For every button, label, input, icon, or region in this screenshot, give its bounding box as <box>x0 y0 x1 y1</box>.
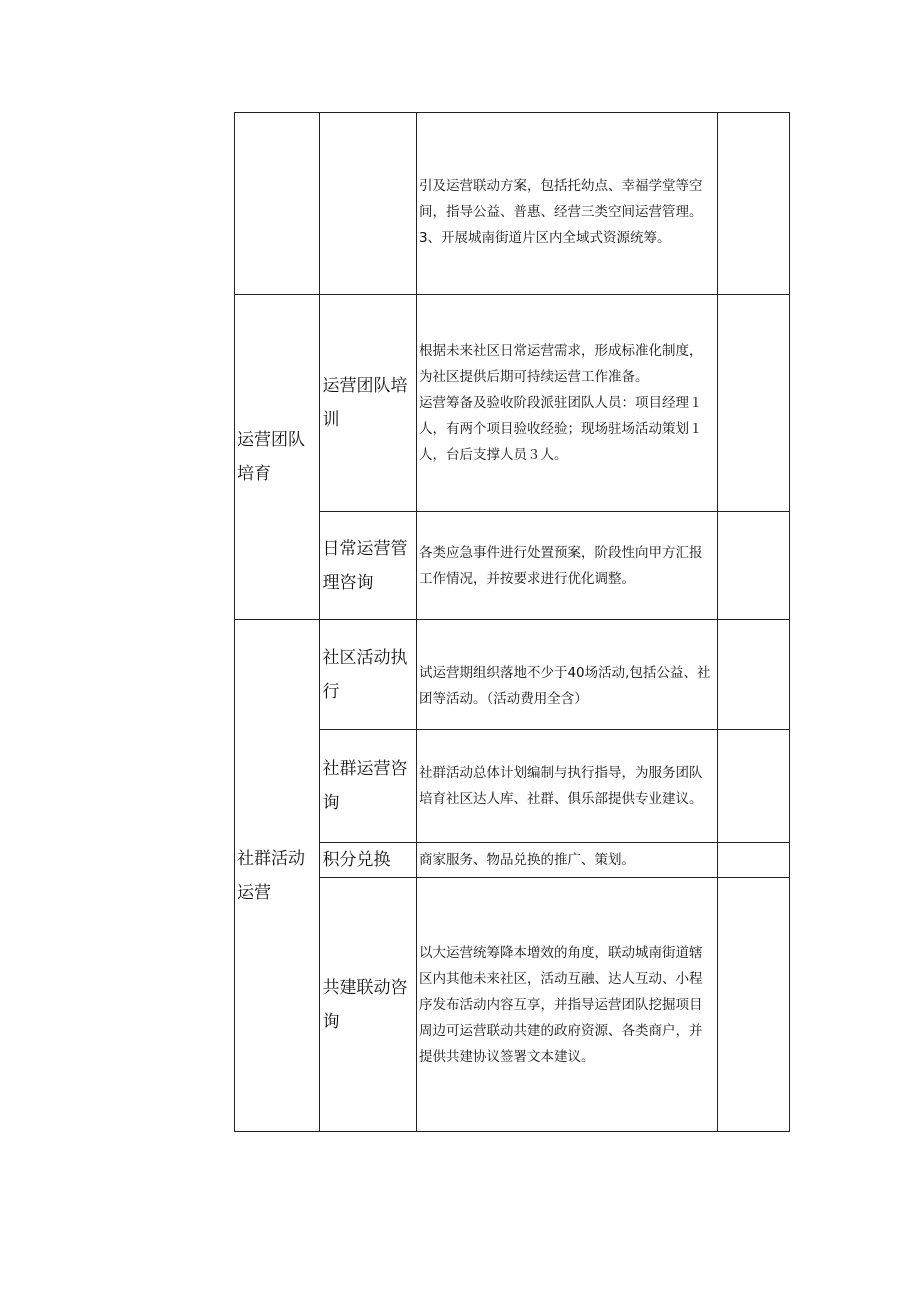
category-cell <box>235 113 320 295</box>
item-label: 社群运营咨询 <box>322 759 408 813</box>
content-text <box>417 638 717 712</box>
content-text <box>417 540 717 592</box>
content-cell <box>416 295 717 512</box>
note-cell <box>717 113 789 295</box>
table-row <box>235 113 790 295</box>
content-text <box>417 940 717 1070</box>
item-label: 共建联动咨询 <box>322 977 408 1032</box>
note-cell <box>717 512 789 620</box>
item-cell <box>320 113 417 295</box>
note-cell <box>717 620 789 730</box>
content-cell <box>416 730 717 843</box>
service-content-table <box>234 112 790 1132</box>
note-text <box>718 196 789 212</box>
content-text <box>417 338 717 468</box>
item-cell <box>320 843 417 878</box>
category-label: 运营团队培育 <box>237 430 305 484</box>
item-cell <box>320 878 417 1132</box>
note-cell <box>717 878 789 1132</box>
note-cell <box>717 295 789 512</box>
content-cell <box>416 620 717 730</box>
item-label: 日常运营管理咨询 <box>322 538 408 593</box>
note-cell <box>717 730 789 843</box>
item-cell <box>320 620 417 730</box>
category-label: 社群活动运营 <box>237 848 305 903</box>
content-paragraph: 3、开展城南街道片区内全域式资源统筹。 <box>418 229 671 246</box>
content-cell <box>416 512 717 620</box>
content-text <box>417 760 717 812</box>
content-paragraph: 引及运营联动方案，包括托幼点、幸福学堂等空间，指导公益、普惠、经营三类空间运营管理。 <box>418 177 703 220</box>
item-label: 运营团队培训 <box>322 376 408 430</box>
content-text <box>417 157 717 251</box>
item-cell <box>320 295 417 512</box>
table-row <box>235 620 790 730</box>
content-paragraph: 各类应急事件进行处置预案，阶段性向甲方汇报工作情况，并按要求进行优化调整。 <box>418 544 703 587</box>
item-cell <box>320 512 417 620</box>
category-cell <box>235 620 320 1132</box>
table-row <box>235 295 790 512</box>
note-cell <box>717 843 789 878</box>
content-cell <box>416 113 717 295</box>
content-cell <box>416 843 717 878</box>
content-paragraph: 以大运营统筹降本增效的角度，联动城南街道辖区内其他未来社区，活动互融、达人互动、小程序发布活动内容互享，并指导运营团队挖掘项目周边可运营联动共建的政府资源、各类商户，并提供共建协议签署文本建议。 <box>418 944 703 1065</box>
item-label: 社区活动执行 <box>322 647 408 702</box>
content-paragraph: 商家服务、物品兑换的推广、策划。 <box>418 852 635 868</box>
item-label: 积分兑换 <box>322 850 391 870</box>
content-paragraph: 根据未来社区日常运营需求，形成标准化制度，为社区提供后期可持续运营工作准备。 <box>418 343 703 385</box>
content-text <box>417 847 717 873</box>
content-paragraph: 运营筹备及验收阶段派驻团队人员：项目经理１人，有两个项目验收经验；现场驻场活动策划１人，台后支撑人员３人。 <box>418 395 703 463</box>
category-cell <box>235 295 320 620</box>
content-paragraph: 社群活动总体计划编制与执行指导，为服务团队培育社区达人库、社群、俱乐部提供专业建议。 <box>418 765 703 807</box>
item-cell <box>320 730 417 843</box>
content-cell <box>416 878 717 1132</box>
content-paragraph: 试运营期组织落地不少于40场活动,包括公益、社团等活动。（活动费用全含） <box>418 664 711 707</box>
